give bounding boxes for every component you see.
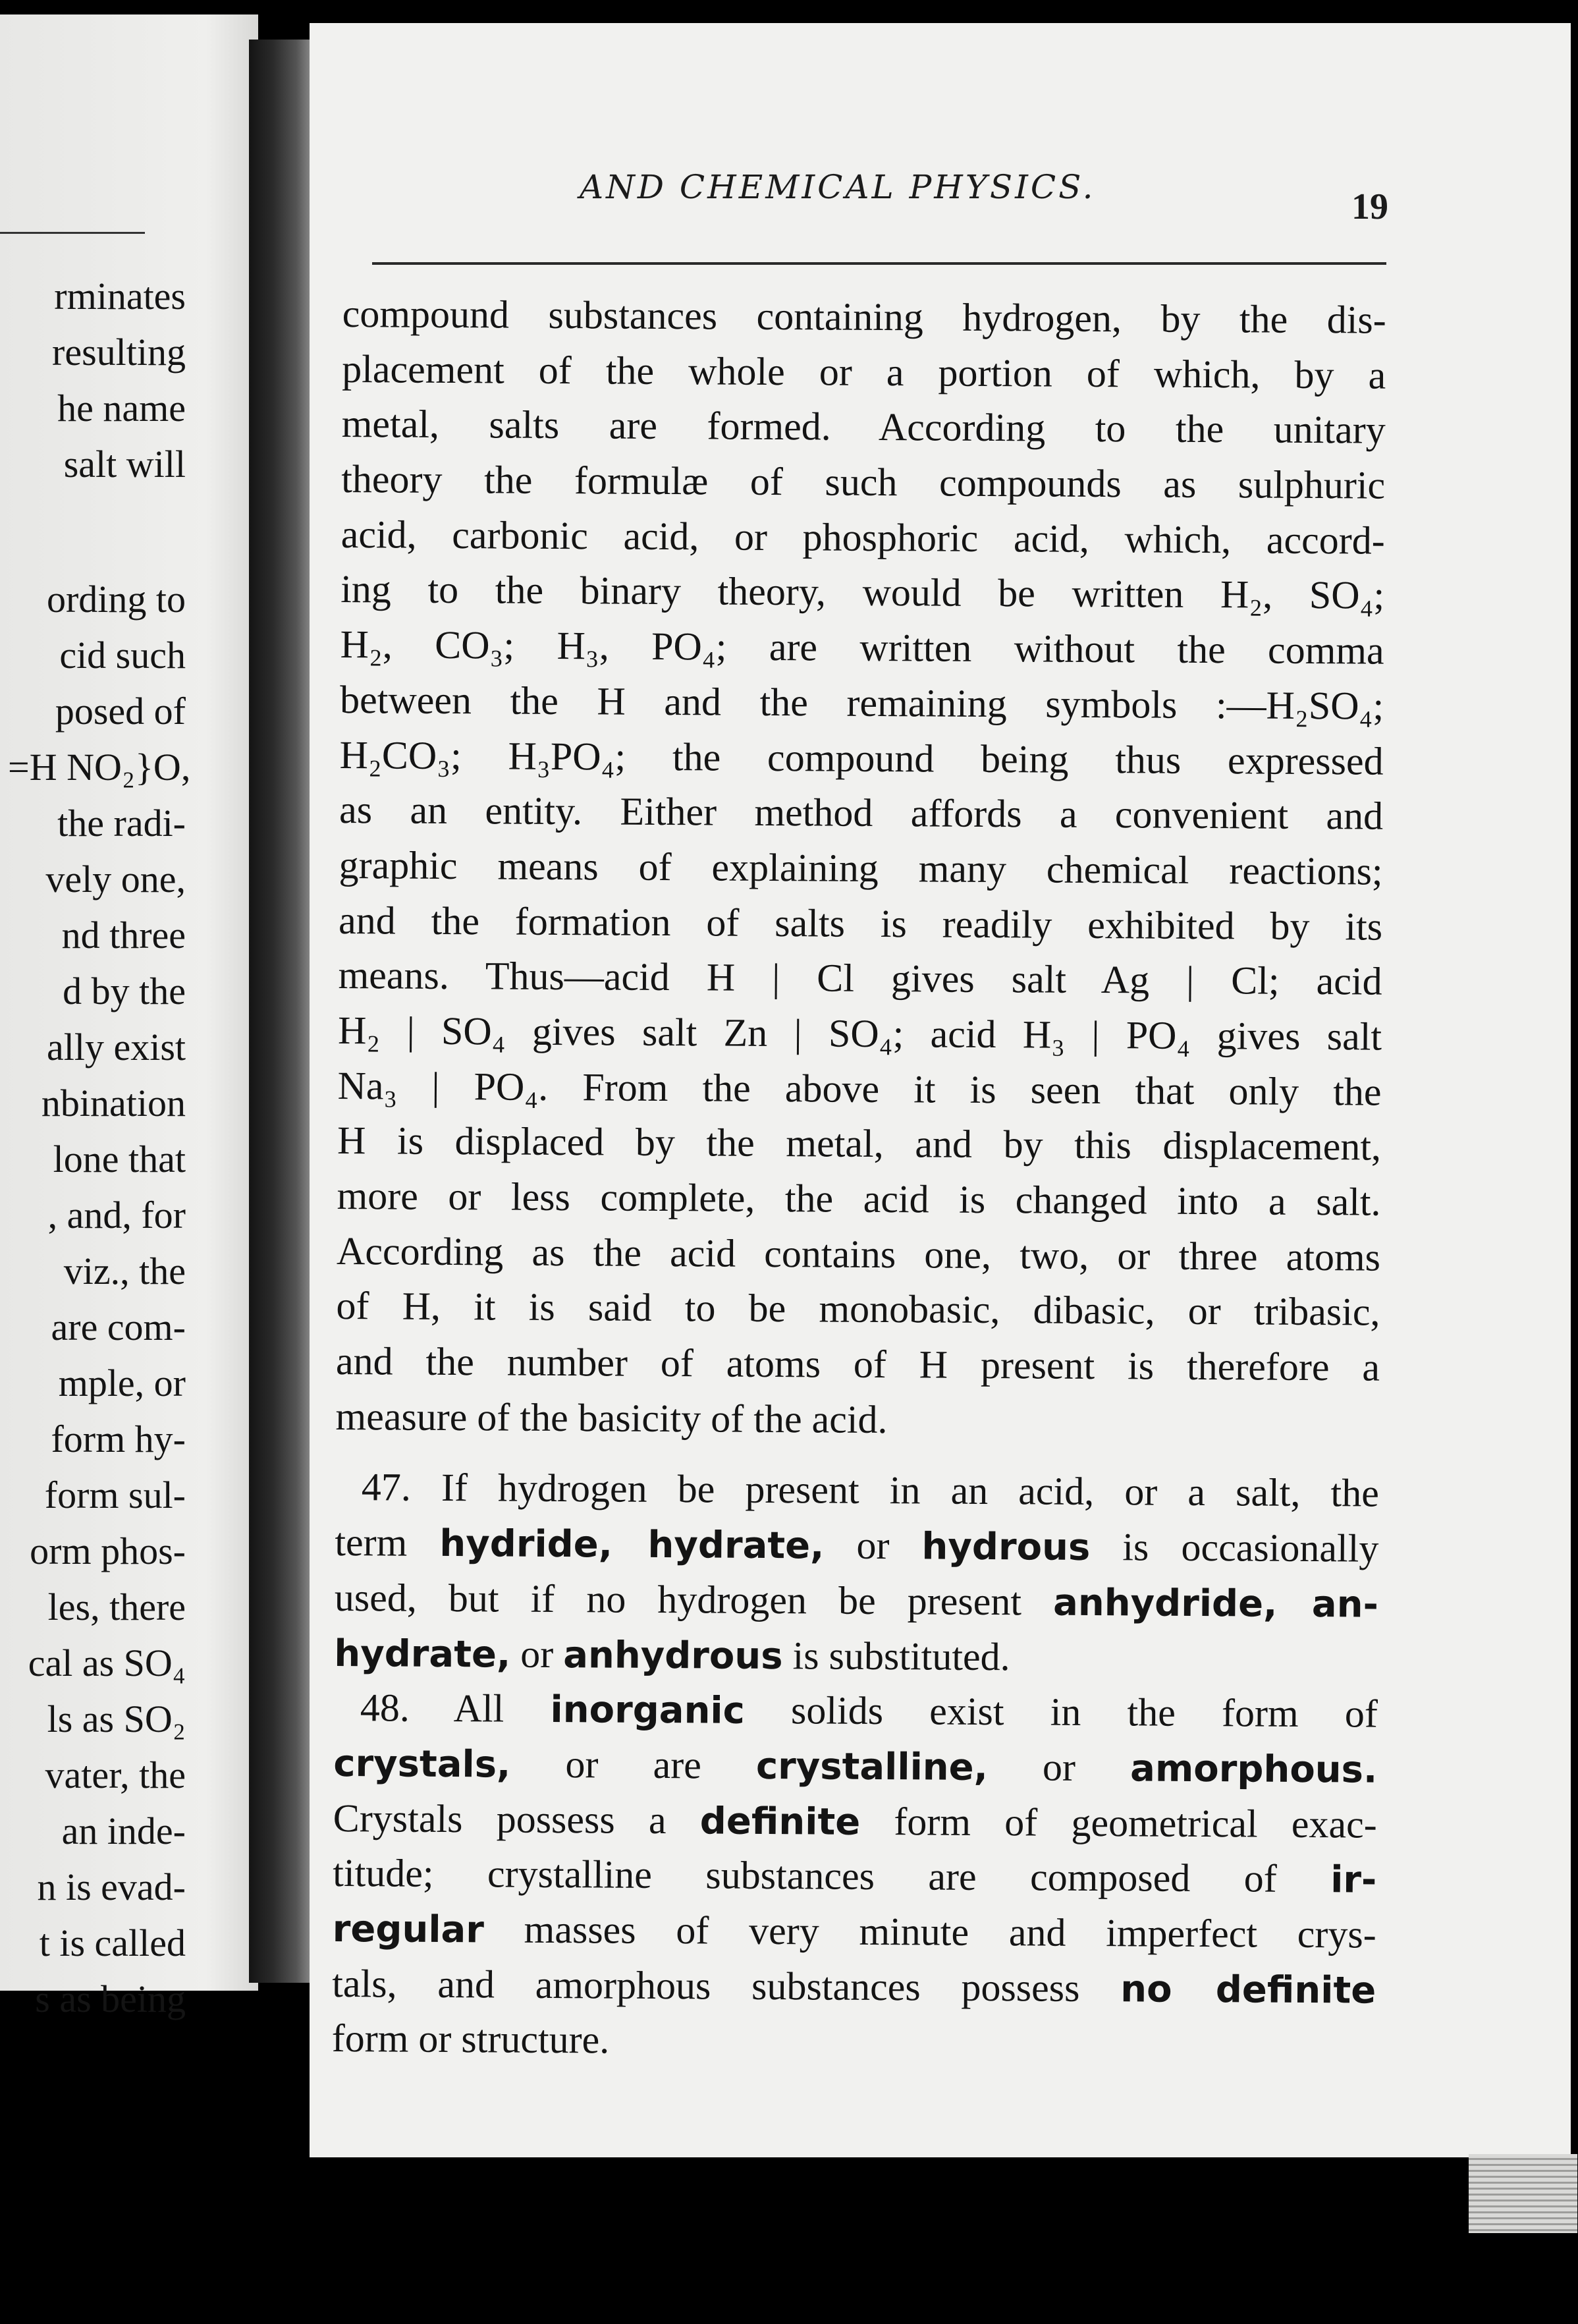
para-47-text: used, but if no hydrogen be present	[334, 1575, 1054, 1624]
term-definite: definite	[699, 1799, 861, 1844]
left-line: cid such	[59, 634, 186, 677]
para-48-text: titude; crystalline substances are composed of	[333, 1851, 1331, 1901]
body-line: H₂CO₃; H₃PO₄; the compound being thus expressed	[339, 733, 1384, 783]
left-line: an inde-	[61, 1810, 186, 1852]
left-line: cal as SO₄	[28, 1642, 186, 1684]
term-amorphous: amorphous.	[1129, 1747, 1378, 1792]
left-line: are com-	[51, 1306, 186, 1348]
paragraph-47-line	[335, 1515, 1378, 1576]
left-line: viz., the	[63, 1250, 186, 1292]
left-line: nbination	[41, 1082, 186, 1124]
term-crystalline: crystalline,	[755, 1744, 989, 1789]
left-line: posed of	[55, 690, 186, 733]
left-line: , and, for	[47, 1194, 186, 1236]
para-47-text: 47. If hydrogen be present in an acid, or a salt, the	[361, 1465, 1380, 1516]
para-47-text: or	[824, 1523, 922, 1568]
left-line: salt will	[63, 443, 186, 485]
left-line: vely one,	[45, 858, 186, 900]
left-line: s as being	[35, 1978, 186, 2020]
body-line: According as the acid contains one, two, or three atoms	[336, 1229, 1381, 1279]
para-48-text: 48. All	[360, 1686, 551, 1731]
body-line: Na₃ | PO₄. From the above it is seen that only the	[337, 1063, 1382, 1114]
running-head: AND CHEMICAL PHYSICS.	[580, 168, 1096, 206]
body-line: more or less complete, the acid is changed into a salt.	[337, 1173, 1381, 1224]
body-line: compound substances containing hydrogen, by the dis-	[342, 291, 1386, 342]
body-line: H is displaced by the metal, and by this displacement,	[337, 1119, 1382, 1169]
paragraph-48-line	[332, 1956, 1376, 2018]
para-48-text: or	[987, 1744, 1131, 1790]
left-line: n is evad-	[37, 1866, 186, 1908]
term-crystals: crystals,	[333, 1742, 511, 1786]
stacked-page-edges	[1469, 2154, 1577, 2233]
body-line: theory the formulæ of such compounds as sulphuric	[341, 457, 1386, 507]
para-48-text: tals, and amorphous substances possess	[332, 1961, 1121, 2010]
para-48-text: Crystals possess a	[333, 1796, 701, 1842]
left-line: mple, or	[58, 1362, 186, 1404]
left-line: ls as SO₂	[47, 1698, 186, 1740]
left-line: form hy-	[51, 1418, 186, 1460]
left-line: ally exist	[46, 1026, 186, 1068]
page-number: 19	[1351, 186, 1388, 227]
paragraph-47-line	[335, 1570, 1378, 1632]
body-line: metal, salts are formed. According to the unitary	[341, 402, 1386, 453]
paragraph-48-line	[333, 1791, 1377, 1852]
paragraph-48-line	[333, 1736, 1377, 1797]
left-line: lone that	[53, 1138, 186, 1180]
para-47-text: or	[510, 1632, 564, 1676]
page-body	[331, 287, 1386, 2073]
para-48-text: form of geometrical exac-	[859, 1799, 1377, 1846]
para-47-text: term	[335, 1520, 440, 1565]
left-line: orm phos-	[30, 1530, 186, 1572]
term-hydride-hydrate: hydride, hydrate,	[439, 1522, 825, 1568]
term-irregular-end: regular	[332, 1907, 485, 1952]
left-line: rminates	[54, 275, 186, 318]
term-inorganic: inorganic	[550, 1688, 746, 1732]
body-line: H₂ | SO₄ gives salt Zn | SO₄; acid H₃ | PO₄ gives salt	[337, 1008, 1382, 1059]
left-line: =H NO₂}O,	[8, 746, 191, 788]
term-anhydrous: anhydrous	[562, 1633, 783, 1678]
left-line: he name	[57, 387, 186, 429]
left-line: the radi-	[57, 802, 186, 844]
body-line: placement of the whole or a portion of which, by a	[342, 346, 1386, 397]
body-line: as an entity. Either method affords a convenient and	[339, 788, 1384, 838]
para-48-text: masses of very minute and imperfect crys-	[483, 1907, 1376, 1956]
para-48-text: solids exist in the form of	[744, 1688, 1378, 1736]
paragraph-48-line	[331, 2011, 1375, 2072]
paragraph-48-line	[333, 1901, 1376, 1962]
term-anhydride: anhydride, an-	[1052, 1581, 1379, 1626]
left-line: t is called	[39, 1922, 186, 1964]
body-line: H₂, CO₃; H₃, PO₄; are written without the comma	[340, 622, 1384, 673]
para-48-text: form or structure.	[331, 2016, 610, 2062]
term-anhydrate: hydrate,	[334, 1632, 511, 1676]
left-line: d by the	[63, 970, 186, 1012]
body-line: between the H and the remaining symbols :—H₂SO₄;	[339, 677, 1384, 728]
paragraph-47-line	[334, 1625, 1378, 1686]
term-no-definite: no definite	[1120, 1967, 1376, 2012]
term-irregular-start: ir-	[1330, 1858, 1377, 1902]
previous-page-fragment	[0, 14, 258, 2020]
left-line: ording to	[46, 578, 186, 621]
paragraph-48-line	[333, 1846, 1376, 1907]
paragraph-48-line	[334, 1680, 1378, 1742]
left-line: resulting	[52, 331, 186, 374]
term-hydrous: hydrous	[921, 1525, 1091, 1570]
left-line: form sul-	[44, 1474, 186, 1516]
previous-page-text	[8, 268, 191, 2027]
para-48-text: or are	[510, 1742, 757, 1787]
previous-page-header-rule	[0, 232, 145, 234]
body-line: ing to the binary theory, would be written H₂, SO₄;	[340, 567, 1385, 618]
paragraph-47-line	[335, 1460, 1379, 1521]
left-line-gap	[8, 492, 186, 571]
left-line: vater, the	[45, 1754, 186, 1796]
body-line: and the number of atoms of H present is therefore a	[335, 1339, 1380, 1389]
body-line: of H, it is said to be monobasic, dibasic, or tribasic,	[336, 1284, 1380, 1335]
body-line: graphic means of explaining many chemical reactions;	[339, 843, 1383, 893]
para-47-text: is occasionally	[1090, 1525, 1379, 1570]
body-line: acid, carbonic acid, or phosphoric acid, which, accord-	[340, 512, 1385, 563]
body-line: means. Thus—acid H | Cl gives salt Ag | Cl; acid	[338, 953, 1382, 1003]
body-line: measure of the basicity of the acid.	[335, 1394, 888, 1441]
header-rule	[372, 262, 1386, 265]
left-line: les, there	[47, 1586, 186, 1628]
left-line: nd three	[61, 914, 186, 956]
body-line: and the formation of salts is readily exhibited by its	[338, 898, 1383, 949]
para-47-text: is substituted.	[782, 1633, 1010, 1678]
